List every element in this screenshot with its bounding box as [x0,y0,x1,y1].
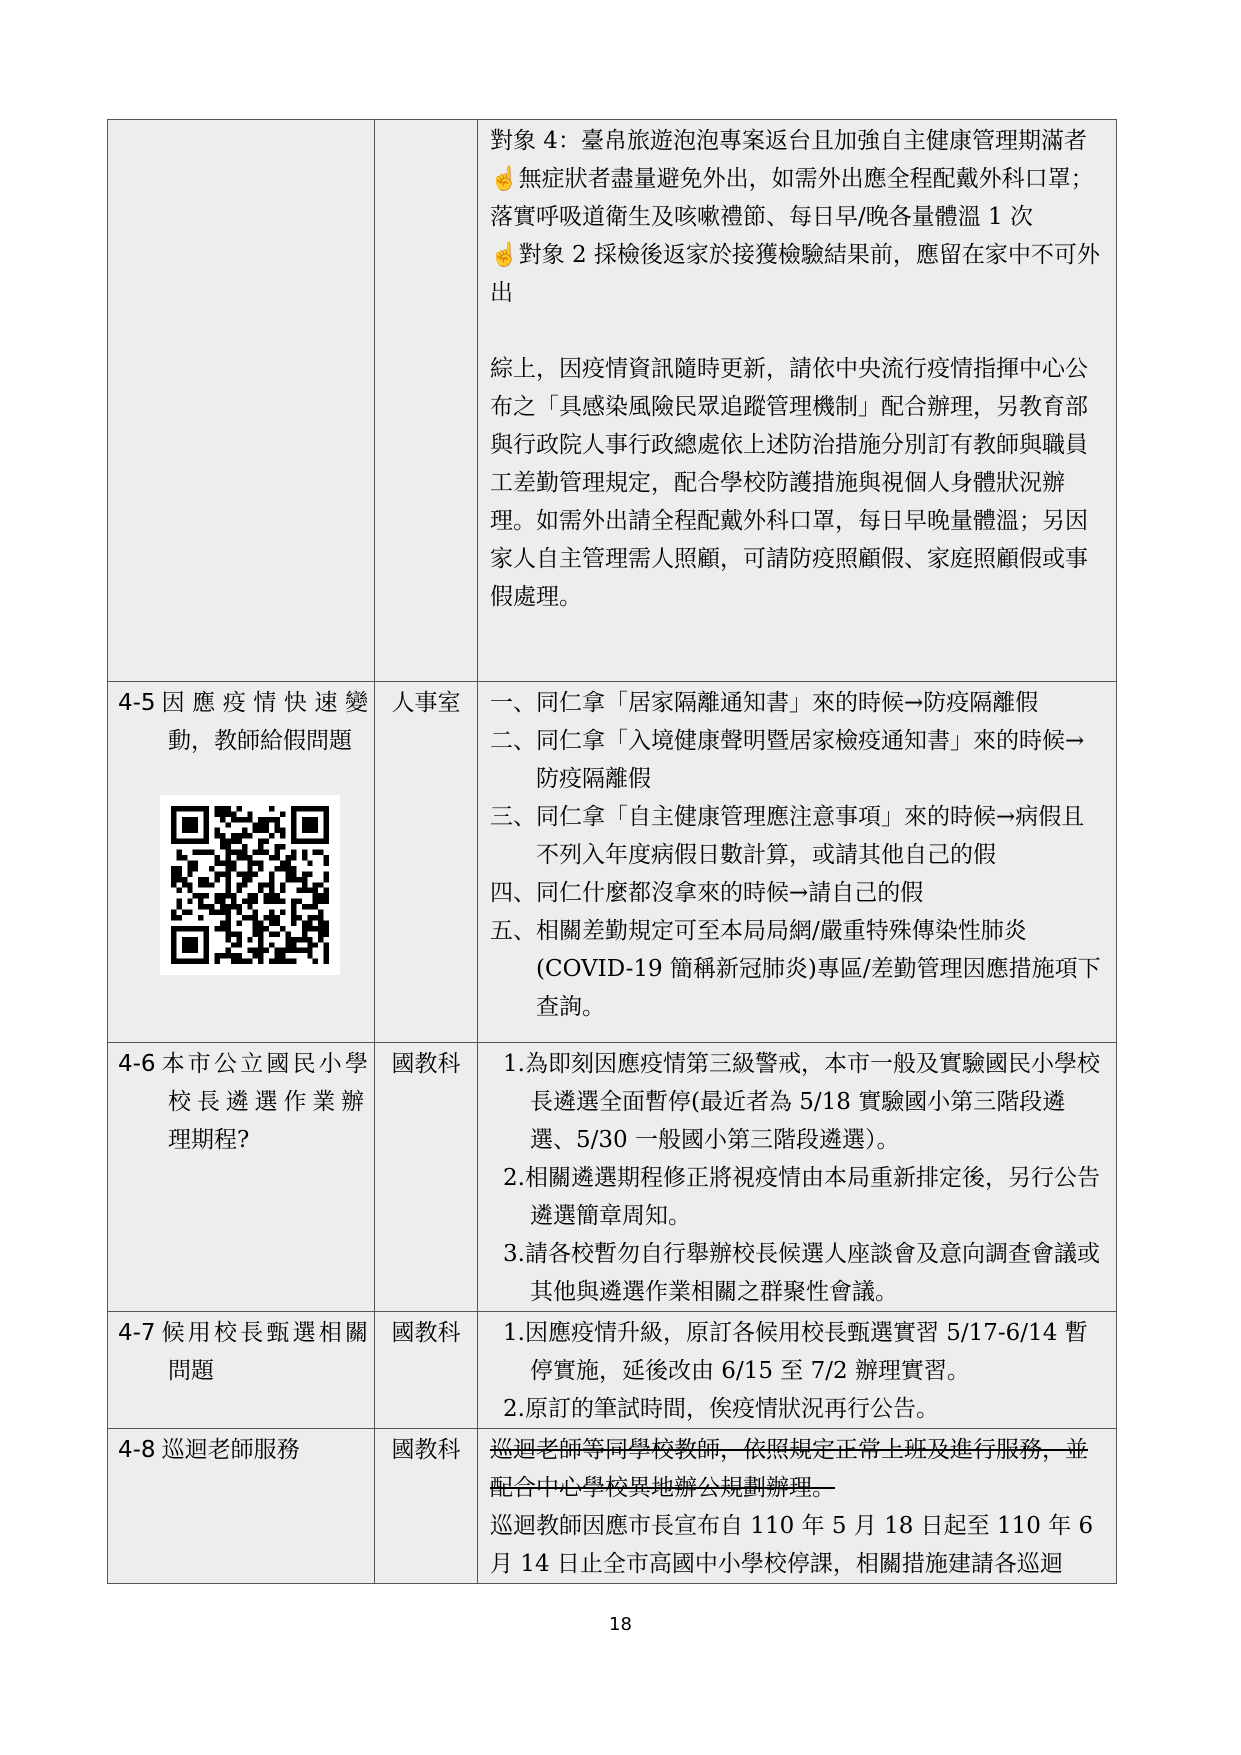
table-row [108,682,1117,1043]
topic-title-cont: 理期程? [168,1127,250,1153]
topic-cell [108,1312,375,1429]
table-row [108,1043,1117,1312]
topic-title: 候用校長甄選相關 [161,1320,368,1346]
list-item: 五、 相關差勤規定可至本局局網/嚴重特殊傳染性肺炎(COVID-19 簡稱新冠肺炎)專區/差勤管理因應措施項下查詢。 [490,918,1101,1020]
table-row [108,1312,1117,1429]
content-paragraph: ☝對象 2 採檢後返家於接獲檢驗結果前，應留在家中不可外出 [490,242,1100,306]
content-cell [478,1429,1117,1584]
list-item: 1.為即刻因應疫情第三級警戒，本市一般及實驗國民小學校長遴選全面暫停(最近者為 5/18 實驗國小第三階段遴選、5/30 一般國小第三階段遴選）。 [503,1051,1100,1153]
list-item: 二、 同仁拿「入境健康聲明暨居家檢疫通知書」來的時候→防疫隔離假 [490,728,1085,792]
unit-cell [375,120,478,682]
content-cell [478,1312,1117,1429]
document-table [107,119,1117,1584]
topic-title-cont: 校長遴選作業辦 [168,1089,364,1115]
list-item: 2.相關遴選期程修正將視疫情由本局重新排定後，另行公告遴選簡章周知。 [503,1165,1100,1229]
list-item: 三、 同仁拿「自主健康管理應注意事項」來的時候→病假且不列入年度病假日數計算，或請其他自己的假 [490,804,1085,868]
content-cell [478,1043,1117,1312]
table-row [108,120,1117,682]
topic-number: 4-7 [118,1320,156,1346]
unit-cell: 人事室 [375,682,478,1043]
topic-title: 本市公立國民小學 [161,1051,368,1077]
content-cell [478,682,1117,1043]
page-number: 18 [609,1614,632,1635]
topic-title: 因應疫情快速變 [161,690,368,716]
content-cell [478,120,1117,682]
qr-code-image [160,795,340,975]
topic-cell [108,1043,375,1312]
topic-number: 4-5 [118,690,156,716]
topic-cell [108,682,375,1043]
topic-title: 巡迴老師服務 [161,1437,300,1463]
topic-cell [108,120,375,682]
list-item: 2.原訂的筆試時間，俟疫情狀況再行公告。 [503,1396,939,1422]
content-paragraph: ☝無症狀者盡量避免外出，如需外出應全程配戴外科口罩；落實呼吸道衛生及咳嗽禮節、每日早/晚各量體溫 1 次 [490,166,1094,230]
struck-text: 巡迴老師等同學校教師，依照規定正常上班及進行服務，並配合中心學校異地辦公規劃辦理。 [490,1437,1088,1501]
content-paragraph: 巡迴教師因應市長宣布自 110 年 5 月 18 日起至 110 年 6 月 14 日止全市高國中小學校停課，相關措施建請各巡迴 [490,1513,1094,1577]
unit-cell: 國教科 [375,1312,478,1429]
blank-line [490,312,1106,350]
list-item: 四、 同仁什麼都沒拿來的時候→請自己的假 [490,880,924,906]
list-item: 一、 同仁拿「居家隔離通知書」來的時候→防疫隔離假 [490,690,1039,716]
content-paragraph: 對象 4：臺帛旅遊泡泡專案返台且加強自主健康管理期滿者 [490,128,1087,154]
topic-title-cont: 動，教師給假問題 [168,728,352,754]
table-row [108,1429,1117,1584]
topic-title-cont: 問題 [168,1358,214,1384]
content-paragraph: 綜上，因疫情資訊隨時更新，請依中央流行疫情指揮中心公布之「具感染風險民眾追蹤管理機制」配合辦理，另教育部與行政院人事行政總處依上述防治措施分別訂有教師與職員工差勤管理規定，配合學校防護措施與視個人身體狀況辦理。如需外出請全程配戴外科口罩，每日早晚量體溫；另因家人自主管理需人照顧，可請防疫照顧假、家庭照顧假或事假處理。 [490,356,1088,610]
topic-cell [108,1429,375,1584]
unit-cell: 國教科 [375,1043,478,1312]
list-item: 3.請各校暫勿自行舉辦校長候選人座談會及意向調查會議或其他與遴選作業相關之群聚性會議。 [503,1241,1100,1305]
topic-number: 4-6 [118,1051,156,1077]
list-item: 1.因應疫情升級，原訂各候用校長甄選實習 5/17-6/14 暫停實施，延後改由 6/15 至 7/2 辦理實習。 [503,1320,1088,1384]
topic-number: 4-8 [118,1437,156,1463]
unit-cell: 國教科 [375,1429,478,1584]
